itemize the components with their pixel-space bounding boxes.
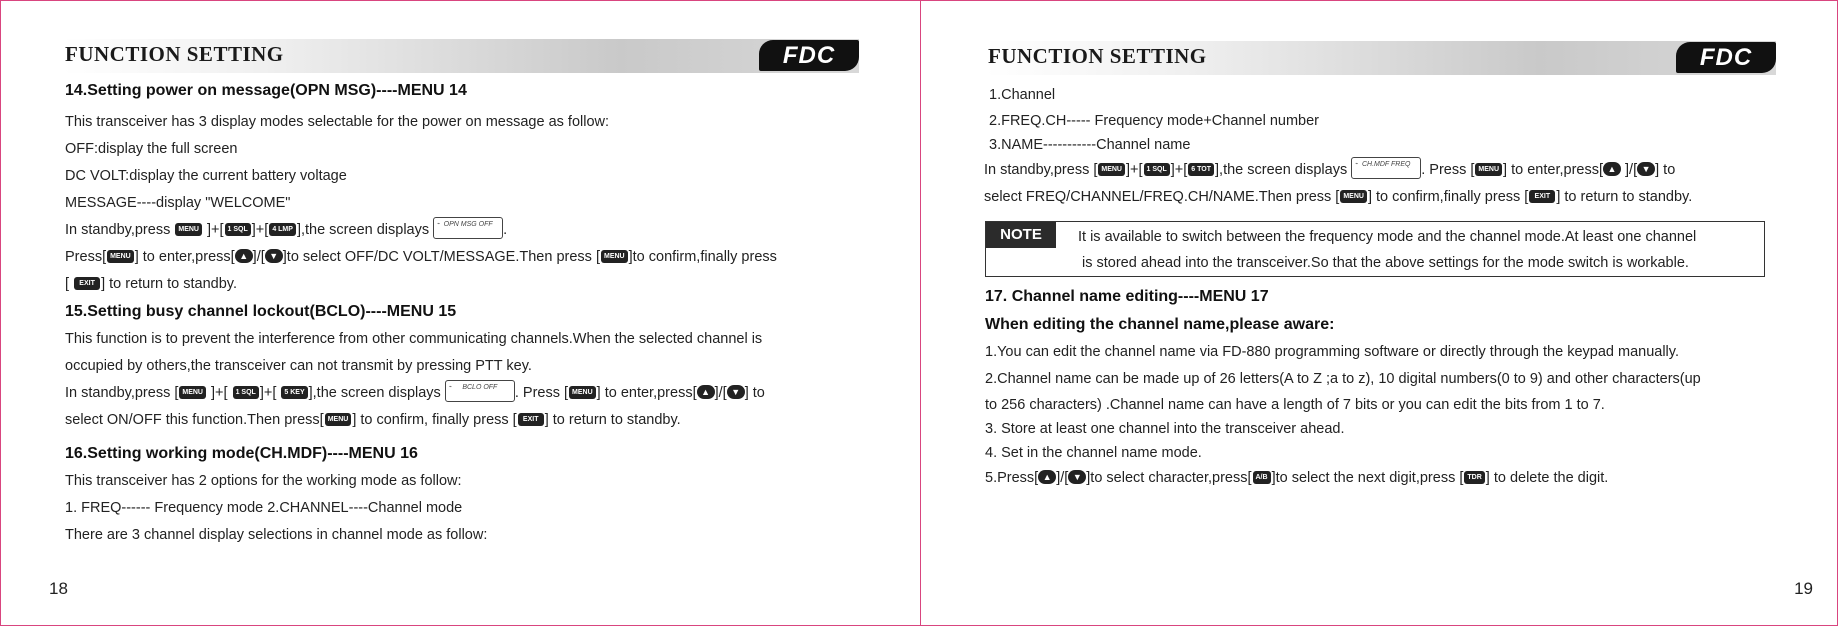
up-key-icon: ▲ xyxy=(1603,162,1621,176)
menu-key-icon: MENU xyxy=(325,413,352,426)
paragraph: Press[ MENU ] to enter,press[ ▲ ]/[ ▼ ]to select OFF/DC VOLT/MESSAGE.Then press [ MENU ]to confirm,finally press xyxy=(65,249,777,265)
paragraph: 4. Set in the channel name mode. xyxy=(985,445,1202,461)
paragraph: 3. Store at least one channel into the transceiver ahead. xyxy=(985,421,1345,437)
page-number: 19 xyxy=(1794,579,1813,598)
down-key-icon: ▼ xyxy=(727,385,745,399)
list-item: 3.NAME-----------Channel name xyxy=(989,137,1191,153)
paragraph: 5.Press[ ▲ ]/[ ▼ ]to select character,press[ A/B ]to select the next digit,press [ TDR ] to delete the digit. xyxy=(985,470,1609,486)
up-key-icon: ▲ xyxy=(697,385,715,399)
paragraph: select FREQ/CHANNEL/FREQ.CH/NAME.Then press [ MENU ] to confirm,finally press [ EXIT ] to return to standby. xyxy=(984,189,1693,205)
key-5-icon: 5 KEY xyxy=(281,386,307,399)
paragraph: occupied by others,the transceiver can not transmit by pressing PTT key. xyxy=(65,358,532,374)
down-key-icon: ▼ xyxy=(1637,162,1655,176)
menu-key-icon: MENU xyxy=(1475,163,1502,176)
lcd-display-icon: ⌁ CH.MDF FREQ xyxy=(1351,157,1421,179)
page-content xyxy=(985,82,1805,492)
ab-key-icon: A/B xyxy=(1253,471,1271,484)
key-4-icon: 4 LMP xyxy=(269,223,296,236)
page-number: 18 xyxy=(49,579,68,598)
paragraph: to 256 characters) .Channel name can have a length of 7 bits or you can edit the bits from 1 to 7. xyxy=(985,397,1605,413)
paragraph: OFF:display the full screen xyxy=(65,141,238,157)
section-17-heading: 17. Channel name editing----MENU 17 xyxy=(985,288,1269,305)
paragraph: In standby,press [ MENU ]+[ 1 SQL ]+[ 5 KEY ],the screen displays ⌁ BCLO OFF . Press [ MENU ] to enter,press[ ▲ ]/[ ▼ ] to xyxy=(65,380,865,407)
page-19 xyxy=(920,0,1838,626)
up-key-icon: ▲ xyxy=(1038,470,1056,484)
key-1-icon: 1 SQL xyxy=(1144,163,1170,176)
page-content xyxy=(65,77,865,549)
fdc-logo: FDC xyxy=(759,40,859,71)
menu-key-icon: MENU xyxy=(1340,190,1367,203)
paragraph: This function is to prevent the interference from other communicating channels.When the selected channel is xyxy=(65,331,763,347)
paragraph: This transceiver has 2 options for the working mode as follow: xyxy=(65,473,462,489)
note-label: NOTE xyxy=(986,222,1056,248)
page-title: FUNCTION SETTING xyxy=(65,42,284,66)
menu-key-icon: MENU xyxy=(107,250,134,263)
paragraph: MESSAGE----display "WELCOME" xyxy=(65,195,291,211)
down-key-icon: ▼ xyxy=(265,249,283,263)
menu-key-icon: MENU xyxy=(569,386,596,399)
fdc-logo: FDC xyxy=(1676,42,1776,73)
page-title: FUNCTION SETTING xyxy=(988,44,1207,68)
section-14-heading: 14.Setting power on message(OPN MSG)----MENU 14 xyxy=(65,82,467,99)
note-text: It is available to switch between the frequency mode and the channel mode.At least one channel is stored ahead into the transceiver.So that the above settings for the mode switch is workable. xyxy=(1078,229,1697,271)
exit-key-icon: EXIT xyxy=(1529,190,1555,203)
exit-key-icon: EXIT xyxy=(74,277,100,290)
menu-key-icon: MENU xyxy=(179,386,206,399)
key-1-icon: 1 SQL xyxy=(233,386,259,399)
tdr-key-icon: TDR xyxy=(1464,471,1484,484)
exit-key-icon: EXIT xyxy=(518,413,544,426)
key-1-icon: 1 SQL xyxy=(225,223,251,236)
paragraph: In standby,press [ MENU ]+[ 1 SQL ]+[ 6 TOT ],the screen displays ⌁ CH.MDF FREQ . Press [ MENU ] to enter,press[ ▲ ]/[ ▼ ] to xyxy=(984,157,1805,184)
section-16-heading: 16.Setting working mode(CH.MDF)----MENU 16 xyxy=(65,445,418,462)
key-6-icon: 6 TOT xyxy=(1188,163,1214,176)
list-item: 1.Channel xyxy=(989,87,1056,103)
up-key-icon: ▲ xyxy=(235,249,253,263)
paragraph: 1. FREQ------ Frequency mode 2.CHANNEL----Channel mode xyxy=(65,500,463,516)
menu-key-icon: MENU xyxy=(175,223,202,236)
paragraph: 2.Channel name can be made up of 26 letters(A to Z ;a to z), 10 digital numbers(0 to 9) and other characters(up xyxy=(985,371,1701,387)
section-17-subheading: When editing the channel name,please aware: xyxy=(985,316,1335,333)
paragraph: [ EXIT ] to return to standby. xyxy=(65,276,238,292)
menu-key-icon: MENU xyxy=(1098,163,1125,176)
list-item: 2.FREQ.CH----- Frequency mode+Channel number xyxy=(989,113,1319,129)
paragraph: In standby,press MENU ]+[ 1 SQL ]+[ 4 LMP ],the screen displays ⌁ OPN MSG OFF . xyxy=(65,217,865,244)
paragraph: There are 3 channel display selections in channel mode as follow: xyxy=(65,527,488,543)
paragraph: This transceiver has 3 display modes selectable for the power on message as follow: xyxy=(65,114,610,130)
lcd-display-icon: ⌁ OPN MSG OFF xyxy=(433,217,503,239)
header-bar xyxy=(63,39,859,73)
header-bar xyxy=(986,41,1776,75)
lcd-display-icon: ⌁ BCLO OFF xyxy=(445,380,515,402)
note-box xyxy=(985,221,1765,277)
down-key-icon: ▼ xyxy=(1068,470,1086,484)
section-15-heading: 15.Setting busy channel lockout(BCLO)----MENU 15 xyxy=(65,303,457,320)
paragraph: 1.You can edit the channel name via FD-880 programming software or directly through the keypad manually. xyxy=(985,344,1679,360)
menu-key-icon: MENU xyxy=(601,250,628,263)
paragraph: select ON/OFF this function.Then press[ MENU ] to confirm, finally press [ EXIT ] to return to standby. xyxy=(65,412,681,428)
paragraph: DC VOLT:display the current battery voltage xyxy=(65,168,347,184)
